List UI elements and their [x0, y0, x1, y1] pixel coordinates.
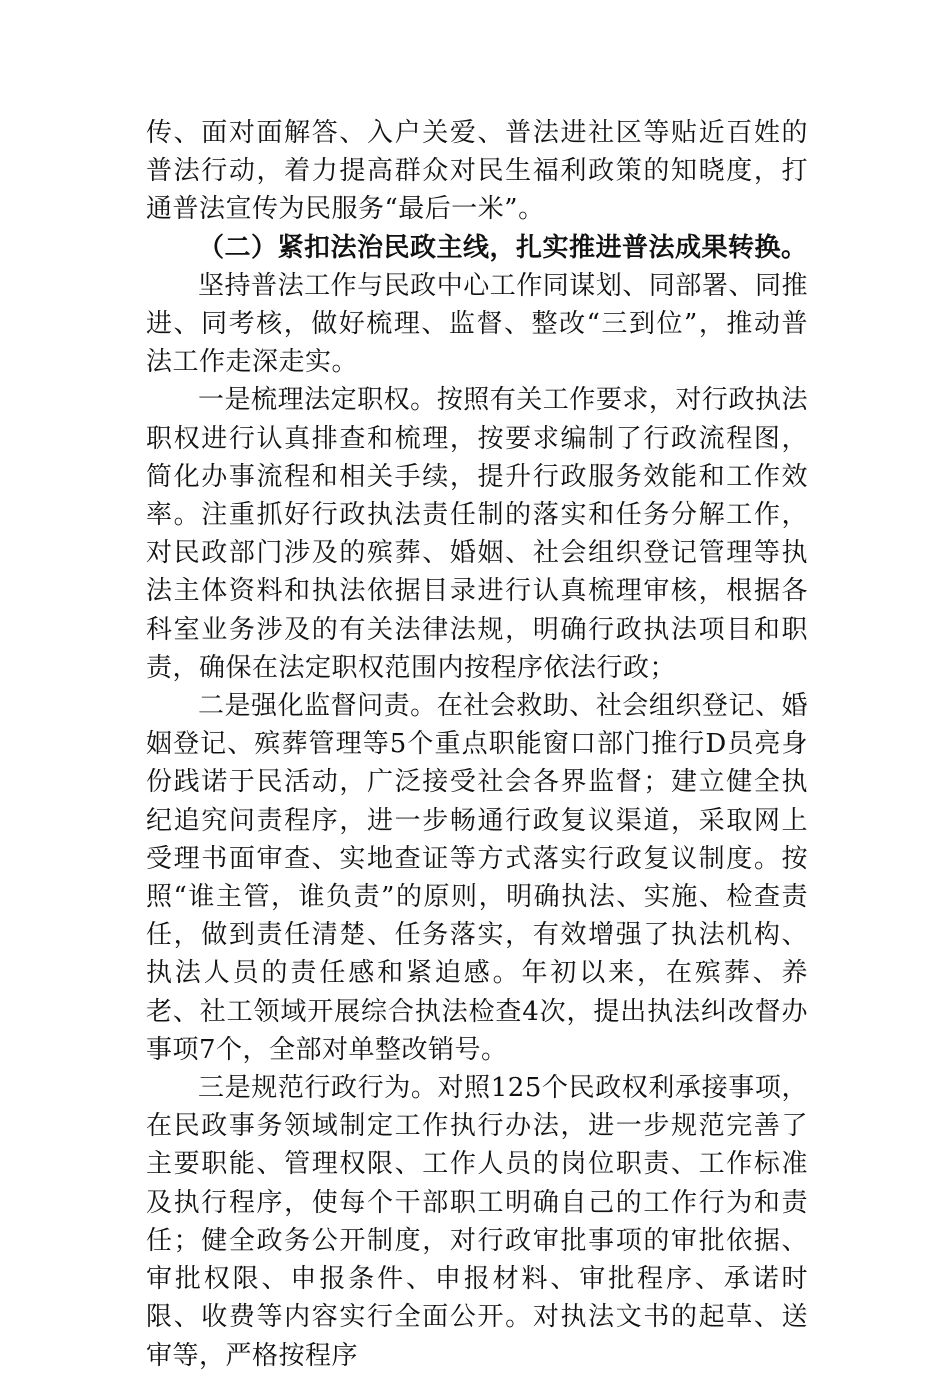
paragraph-item-2: 二是强化监督问责。在社会救助、社会组织登记、婚姻登记、殡葬管理等5个重点职能窗口部门推行D员亮身份践诺于民活动，广泛接受社会各界监督；建立健全执纪追究问责程序，进一步畅通行政复议渠道，采取网上受理书面审查、实地查证等方式落实行政复议制度。按照“谁主管，谁负责”的原则，明确执法、实施、检查责任，做到责任清楚、任务落实，有效增强了执法机构、执法人员的责任感和紧迫感。年初以来，在殡葬、养老、社工领域开展综合执法检查4次，提出执法纠改督办事项7个，全部对单整改销号。: [146, 691, 808, 1065]
section-heading: （二）紧扣法治民政主线，扎实推进普法成果转换。: [198, 232, 808, 263]
paragraph-item-3: 三是规范行政行为。对照125个民政权利承接事项，在民政事务领域制定工作执行办法，进一步规范完善了主要职能、管理权限、工作人员的岗位职责、工作标准及执行程序，使每个干部职工明确自己的工作行为和责任；健全政务公开制度，对行政审批事项的审批依据、审批权限、申报条件、申报材料、审批程序、承诺时限、收费等内容实行全面公开。对执法文书的起草、送审等，严格按程序: [146, 1073, 808, 1371]
paragraph-continuation: 传、面对面解答、入户关爱、普法进社区等贴近百姓的普法行动，着力提高群众对民生福利政策的知晓度，打通普法宣传为民服务“最后一米”。: [146, 118, 808, 225]
paragraph-intro: 坚持普法工作与民政中心工作同谋划、同部署、同推进、同考核，做好梳理、监督、整改“三到位”，推动普法工作走深走实。: [146, 270, 808, 378]
document-body: [146, 114, 808, 1375]
paragraph-item-1: 一是梳理法定职权。按照有关工作要求，对行政执法职权进行认真排查和梳理，按要求编制了行政流程图，简化办事流程和相关手续，提升行政服务效能和工作效率。注重抓好行政执法责任制的落实和任务分解工作，对民政部门涉及的殡葬、婚姻、社会组织登记管理等执法主体资料和执法依据目录进行认真梳理审核，根据各科室业务涉及的有关法律法规，明确行政执法项目和职责，确保在法定职权范围内按程序依法行政；: [146, 385, 808, 683]
